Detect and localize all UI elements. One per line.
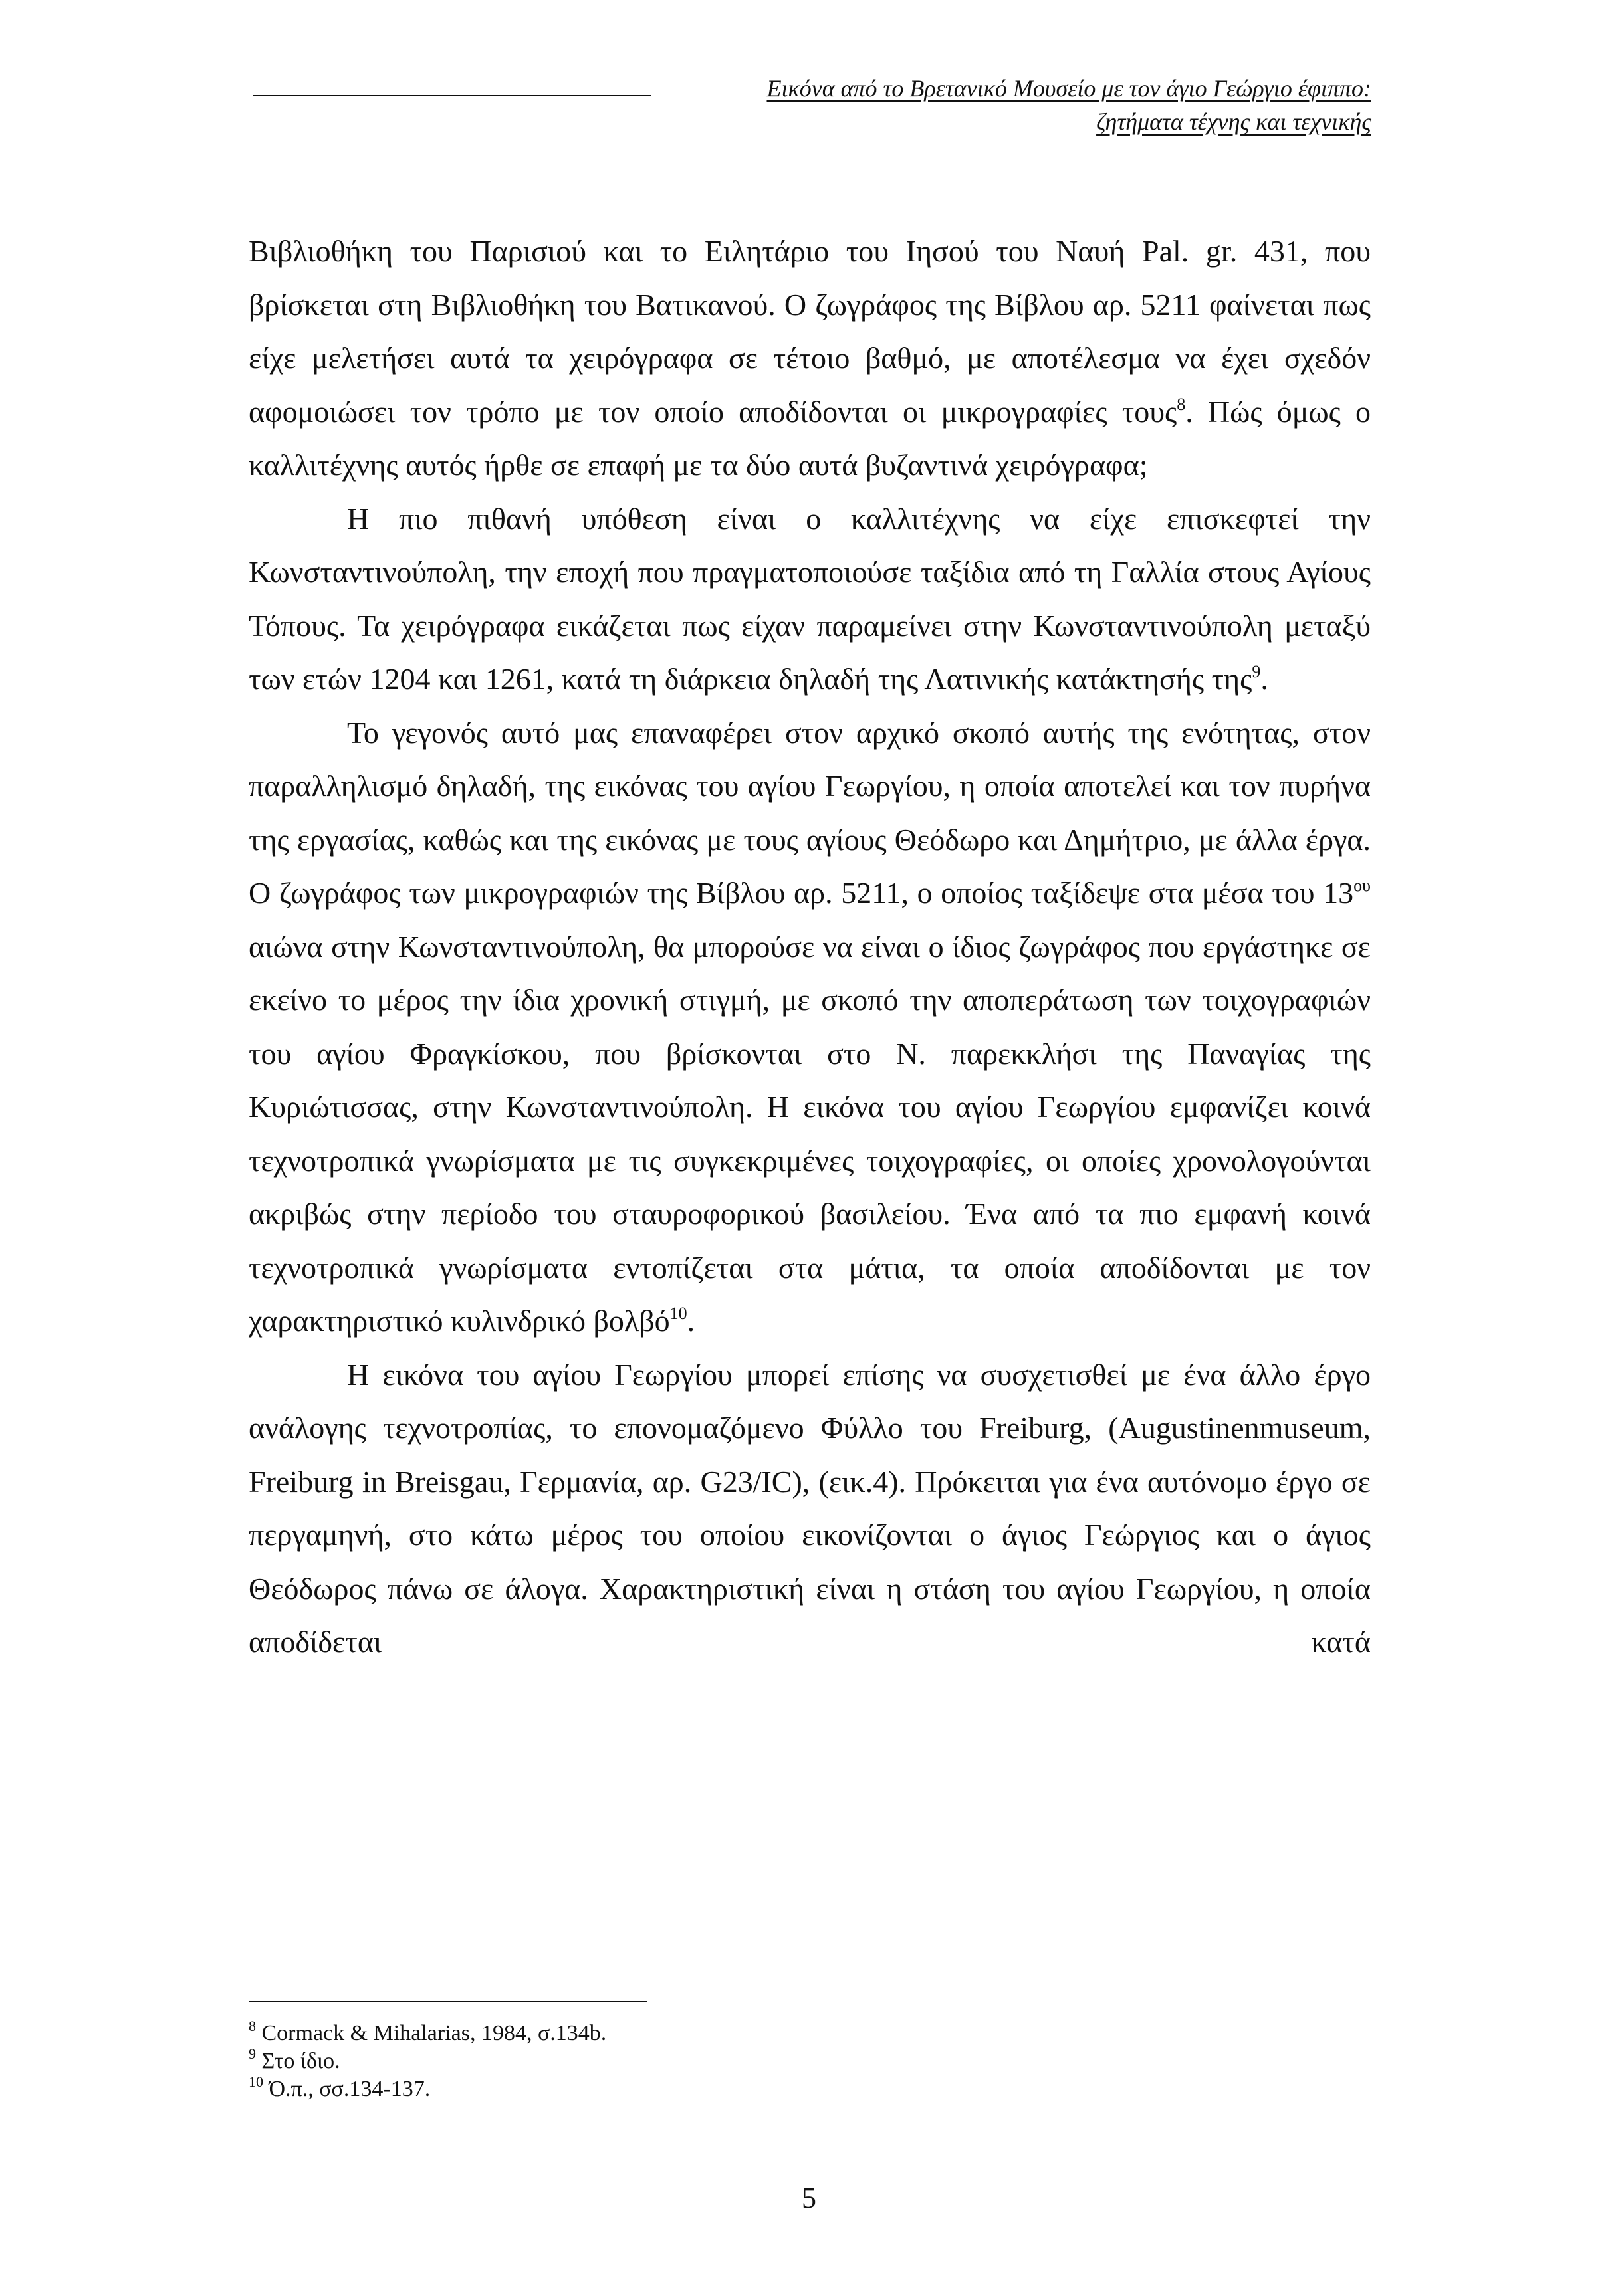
running-header <box>766 72 1371 138</box>
running-header-line-1: Εικόνα από το Βρετανικό Μουσείο με τον άγιο Γεώργιο έφιππο: <box>766 75 1371 102</box>
page-number: 5 <box>802 2182 816 2214</box>
paragraph-4 <box>249 1348 1371 1669</box>
running-header-line-2: ζητήματα τέχνης και τεχνικής <box>1096 108 1371 135</box>
body-text <box>249 225 1371 1669</box>
p1-line-2: βρίσκεται στη Βιβλιοθήκη του Βατικανού. Ο ζωγράφος της Βίβλου αρ. 5211 <box>249 287 1201 322</box>
p1-line-5-end: . Πώς όμως ο καλλιτέχνης αυτός ήρθε σε επαφή με τα δύο αυτά βυζαντινά <box>249 394 1371 482</box>
footnote-ref-8: 8 <box>1177 394 1186 414</box>
footnote-8 <box>249 2020 606 2047</box>
footnote-text: Στο ίδιο. <box>261 2049 340 2073</box>
p1-line-4: να έχει σχεδόν αφομοιώσει τον τρόπο με τον οποίο αποδίδονται οι μικρογραφίες <box>249 341 1371 429</box>
paragraph-2 <box>249 492 1371 706</box>
p3-end: . <box>687 1304 695 1338</box>
p1-line-3: φαίνεται πως είχε μελετήσει αυτά τα χειρόγραφα σε τέτοιο βαθμό, με αποτέλεσμα <box>249 287 1371 375</box>
p1-line-6: χειρόγραφα; <box>995 448 1148 482</box>
footnote-ref-9: 9 <box>1252 662 1261 681</box>
footnote-number: 8 <box>249 2018 256 2034</box>
paragraph-3 <box>249 706 1371 1348</box>
paragraph-1 <box>249 225 1371 492</box>
footnote-9 <box>249 2047 606 2075</box>
header-rule <box>253 95 651 96</box>
footnote-rule <box>249 2001 647 2002</box>
footnote-number: 9 <box>249 2045 256 2062</box>
p1-line-5-start: τους <box>1121 394 1177 429</box>
footnote-text: Cormack & Mihalarias, 1984, σ.134b. <box>261 2021 607 2045</box>
p4-text: Η εικόνα του αγίου Γεωργίου μπορεί επίσης να συσχετισθεί με ένα άλλο έργο ανάλογης τεχνοτροπίας, το επονομαζόμενο Φύλλο του Freiburg, (Augustinenmuseum, Freiburg in Breisgau, Γερμανία, αρ. G23/IC), (εικ.4). Πρόκειται για ένα αυτόνομο έργο σε περγαμηνή, στο κάτω μέρος του οποίου εικονίζονται ο άγιος Γεώργιος και ο άγιος Θεόδωρος πάνω σε άλογα. Χαρακτηριστική είναι η στάση του αγίου Γεωργίου, η οποία αποδίδεται κατά <box>249 1357 1371 1659</box>
p2-end: . <box>1260 662 1268 696</box>
footnotes <box>249 2020 606 2103</box>
century-ordinal-sup: ου <box>1353 876 1371 895</box>
p3-text-start: Το γεγονός αυτό μας επαναφέρει στον αρχικό σκοπό αυτής της ενότητας, στον παραλληλισμό δηλαδή, της εικόνας του αγίου Γεωργίου, η οποία αποτελεί και τον πυρήνα της εργασίας, καθώς και της εικόνας με τους αγίους Θεόδωρο και Δημήτριο, με άλλα έργα. Ο ζωγράφος των μικρογραφιών της Βίβλου αρ. 5211, ο οποίος ταξίδεψε στα μέσα του 13 <box>249 715 1371 910</box>
p3-text-middle: αιώνα στην Κωνσταντινούπολη, θα μπορούσε να είναι ο ίδιος ζωγράφος που εργάστηκε σε εκείνο το μέρος την ίδια χρονική στιγμή, με σκοπό την αποπεράτωση των τοιχογραφιών του αγίου Φραγκίσκου, που βρίσκονται στο Ν. παρεκκλήσι της Παναγίας της Κυριώτισσας, στην Κωνσταντινούπολη. Η εικόνα του αγίου Γεωργίου εμφανίζει κοινά τεχνοτροπικά γνωρίσματα με τις συγκεκριμένες τοιχογραφίες, οι οποίες χρονολογούνται ακριβώς στην περίοδο του σταυροφορικού βασιλείου. Ένα από τα πιο εμφανή κοινά τεχνοτροπικά γνωρίσματα εντοπίζεται στα μάτια, τα οποία αποδίδονται με τον χαρακτηριστικό κυλινδρικό βολβό <box>249 929 1371 1338</box>
footnote-10 <box>249 2075 606 2103</box>
p2-text: Η πιο πιθανή υπόθεση είναι ο καλλιτέχνης να είχε επισκεφτεί την Κωνσταντινούπολη, την εποχή που πραγματοποιούσε ταξίδια από τη Γαλλία στους Αγίους Τόπους. Τα χειρόγραφα εικάζεται πως είχαν παραμείνει στην Κωνσταντινούπολη μεταξύ των ετών 1204 και 1261, κατά τη διάρκεια δηλαδή της Λατινικής κατάκτησής της <box>249 501 1371 696</box>
footnote-text: Ό.π., σσ.134-137. <box>269 2077 431 2101</box>
footnote-number: 10 <box>249 2073 263 2090</box>
footnote-ref-10: 10 <box>669 1304 687 1323</box>
p1-line-1: Βιβλιοθήκη του Παρισιού και το Ειλητάριο του Ιησού του Ναυή Pal. gr. 431, που <box>249 234 1371 268</box>
